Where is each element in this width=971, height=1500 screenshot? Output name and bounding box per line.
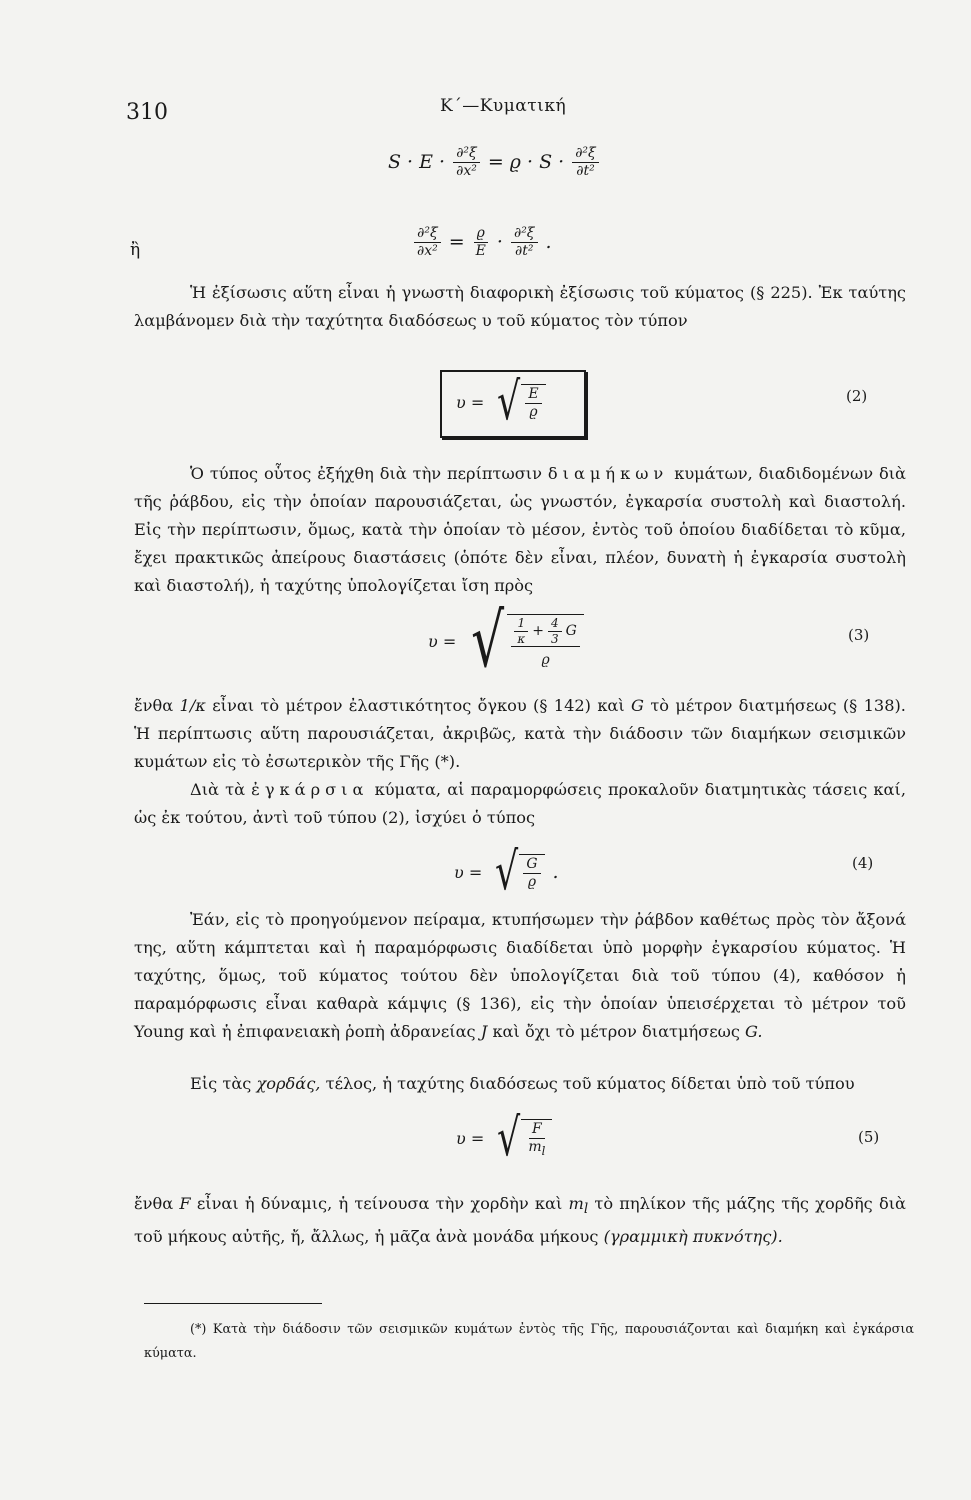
equation-3 [428, 598, 584, 684]
paragraph-7 [134, 1190, 906, 1251]
denominator: ∂x² [456, 162, 477, 179]
footnote-divider [144, 1303, 322, 1304]
paragraph-1: Ἡ ἐξίσωσις αὕτη εἶναι ἡ γνωστὴ διαφορικὴ ἐξίσωσις τοῦ κύματος (§ 225). Ἐκ ταύτης λαμβάνομεν διὰ τὴν ταχύτητα διαδόσεως υ τοῦ κύματος τὸν τύπον [134, 283, 906, 330]
paragraph-2 [134, 460, 906, 600]
text-run: τὸ μέτρον διατμήσεως (§ 138). Ἡ περίπτωσις αὕτη παρουσιάζεται, ἀκριβῶς, κατὰ τὴν διάδοσιν τῶν διαμήκων σεισμικῶν κυμάτων εἰς τὸ ἐσωτερικὸν τῆς Γῆς (*). [134, 696, 906, 771]
fraction [507, 614, 583, 668]
radical-sign-icon: √ [471, 598, 505, 684]
equation-label-5: (5) [858, 1128, 880, 1146]
equation-prefix: ἢ [130, 240, 141, 260]
footnote: (*) Κατὰ τὴν διάδοσιν τῶν σεισμικῶν κυμάτων ἐντὸς τῆς Γῆς, παρουσιάζονται καὶ διαμήκη καὶ ἐγκάρσια κύματα. [144, 1322, 914, 1361]
numerator: ϱ [474, 226, 488, 243]
paragraph-4 [134, 776, 906, 832]
fraction [572, 146, 599, 178]
numerator: E [525, 387, 541, 404]
eq-mid: = ϱ · S · [487, 151, 565, 174]
equation-label-4: (4) [852, 854, 874, 872]
paragraph-5 [134, 906, 906, 1046]
radical-sign-icon: √ [495, 842, 519, 902]
italic-term: (γραμμικὴ πυκνότης). [603, 1227, 783, 1247]
equation-label-2: (2) [846, 387, 868, 405]
denominator: ϱ [527, 874, 537, 890]
denominator: 3 [550, 631, 559, 646]
text-run: ἔνθα [134, 1194, 174, 1213]
numerator: F [529, 1122, 545, 1139]
text-run: τέλος, ἡ ταχύτης διαδόσεως τοῦ κύματος δίδεται ὑπὸ τοῦ τύπου [325, 1074, 855, 1093]
denominator: ∂t² [514, 242, 534, 259]
denominator: ∂x² [417, 242, 438, 259]
denominator [525, 1139, 548, 1157]
fraction [548, 617, 562, 645]
eq-left: S · E · [388, 151, 446, 174]
variable: F [179, 1194, 191, 1213]
spaced-term: ἐγκάρσια [251, 780, 369, 799]
variable-base: m [568, 1194, 584, 1213]
fraction [473, 226, 489, 258]
numerator: G [523, 857, 540, 874]
text-run: Εἰς τὰς [190, 1074, 252, 1093]
denominator: ϱ [529, 404, 538, 420]
dot-operator: · [496, 231, 503, 254]
variable: 1/κ [179, 696, 206, 715]
period: . [552, 861, 559, 883]
fraction [453, 146, 480, 178]
numerator: ∂²ξ [414, 226, 441, 243]
subscript: l [541, 1143, 546, 1158]
denominator: κ [517, 631, 526, 646]
text-run: τὸ πηλίκον τῆς μάζης τῆς χορδῆς διὰ τοῦ μήκους αὐτῆς, ἤ, ἄλλως, ἡ μᾶζα ἀνὰ μονάδα μήκους [134, 1194, 906, 1247]
numerator: ∂²ξ [572, 146, 599, 163]
text-run: εἶναι ἡ δύναμις, ἡ τείνουσα τὴν χορδὴν καὶ [196, 1194, 563, 1213]
radical-sign-icon: √ [497, 1108, 521, 1168]
fraction [511, 226, 538, 258]
equation-wave [414, 226, 552, 258]
eq-lhs: υ = [456, 1128, 485, 1148]
square-root [492, 372, 545, 432]
fraction [521, 384, 545, 419]
text-run: Διὰ τὰ [190, 780, 246, 799]
square-root [492, 1108, 552, 1168]
text-run: εἶναι τὸ μέτρον ἐλαστικότητος ὄγκου (§ 142) καὶ [212, 696, 625, 715]
equation-2 [456, 372, 546, 432]
equation-4 [454, 842, 559, 902]
subscript: l [583, 1201, 589, 1218]
denominator: ϱ [541, 652, 550, 669]
variable: G [565, 622, 577, 639]
fraction [414, 226, 441, 258]
square-root [464, 598, 584, 684]
equals-sign: = [448, 231, 465, 254]
equation-5 [456, 1108, 552, 1168]
denominator: E [475, 242, 486, 259]
period: . [545, 231, 552, 254]
numerator: ∂²ξ [453, 146, 480, 163]
plus-sign: + [532, 622, 544, 639]
text-run: κυμάτων, διαδιδομένων διὰ τῆς ῥάβδου, εἰς τὴν ὁποίαν παρουσιάζεται, ὡς γνωστόν, ἐγκαρσία συστολὴ καὶ διαστολή. Εἰς τὴν περίπτωσιν, ὅμως, κατὰ τὴν ὁποίαν τὸ μέσον, ἐντὸς τοῦ ὁποίου διαδίδεται τὸ κῦμα, ἔχει πρακτικῶς ἀπείρους διαστάσεις (ὁπότε δὲν εἶναι, πλέον, δυνατὴ ἡ ἐγκαρσία συστολὴ καὶ διαστολή), ἡ ταχύτης ὑπολογίζεται ἴση πρὸς [134, 464, 906, 595]
radical-sign-icon: √ [497, 372, 521, 432]
variable: G [631, 696, 644, 715]
denominator: ∂t² [576, 162, 595, 179]
variable: m [528, 1138, 542, 1155]
fraction [519, 854, 544, 889]
fraction [521, 1119, 552, 1157]
page-number: 310 [126, 100, 168, 125]
equation-wave-force [388, 146, 599, 178]
eq-lhs: υ = [456, 392, 485, 412]
text-run: κύματα, αἱ παραμορφώσεις προκαλοῦν διατμητικὰς τάσεις καί, ὡς ἐκ τούτου, ἀντὶ τοῦ τύπου (2), ἰσχύει ὁ τύπος [134, 780, 906, 827]
italic-term: χορδάς, [256, 1074, 321, 1093]
paragraph-6 [134, 1070, 906, 1098]
spaced-term: διαμήκων [547, 464, 669, 483]
variable [568, 1194, 589, 1218]
running-header: Κ΄—Κυματική [440, 96, 567, 116]
variable: J [480, 1022, 488, 1041]
fraction [514, 617, 528, 645]
text-run: ἔνθα [134, 696, 174, 715]
variable: G. [745, 1022, 763, 1041]
eq-lhs: υ = [454, 862, 483, 882]
numerator [511, 617, 579, 647]
paragraph-3 [134, 692, 906, 776]
square-root [490, 842, 544, 902]
eq-lhs: υ = [428, 631, 457, 651]
text-run: Ἐάν, εἰς τὸ προηγούμενον πείραμα, κτυπήσωμεν τὴν ῥάβδον καθέτως πρὸς τὸν ἄξονά της, αὕτη κάμπτεται καὶ ἡ παραμόρφωσις διαδίδεται ὑπὸ μορφὴν ἐγκαρσίου κύματος. Ἡ ταχύτης, ὅμως, τοῦ κύματος τούτου δὲν ὑπολογίζεται διὰ τοῦ τύπου (4), καθόσον ἡ παραμόρφωσις εἶναι καθαρὰ κάμψις (§ 136), εἰς τὴν ὁποίαν ὑπεισέρχεται τὸ μέτρον τοῦ Young καὶ ἡ ἐπιφανειακὴ ῥοπὴ ἀδρανείας [134, 910, 906, 1041]
numerator: ∂²ξ [511, 226, 538, 243]
text-run: καὶ ὄχι τὸ μέτρον διατμήσεως [492, 1022, 740, 1041]
numerator: 1 [514, 617, 528, 632]
numerator: 4 [548, 617, 562, 632]
equation-label-3: (3) [848, 626, 870, 644]
text-run: Ὁ τύπος οὗτος ἐξήχθη διὰ τὴν περίπτωσιν [190, 464, 542, 483]
